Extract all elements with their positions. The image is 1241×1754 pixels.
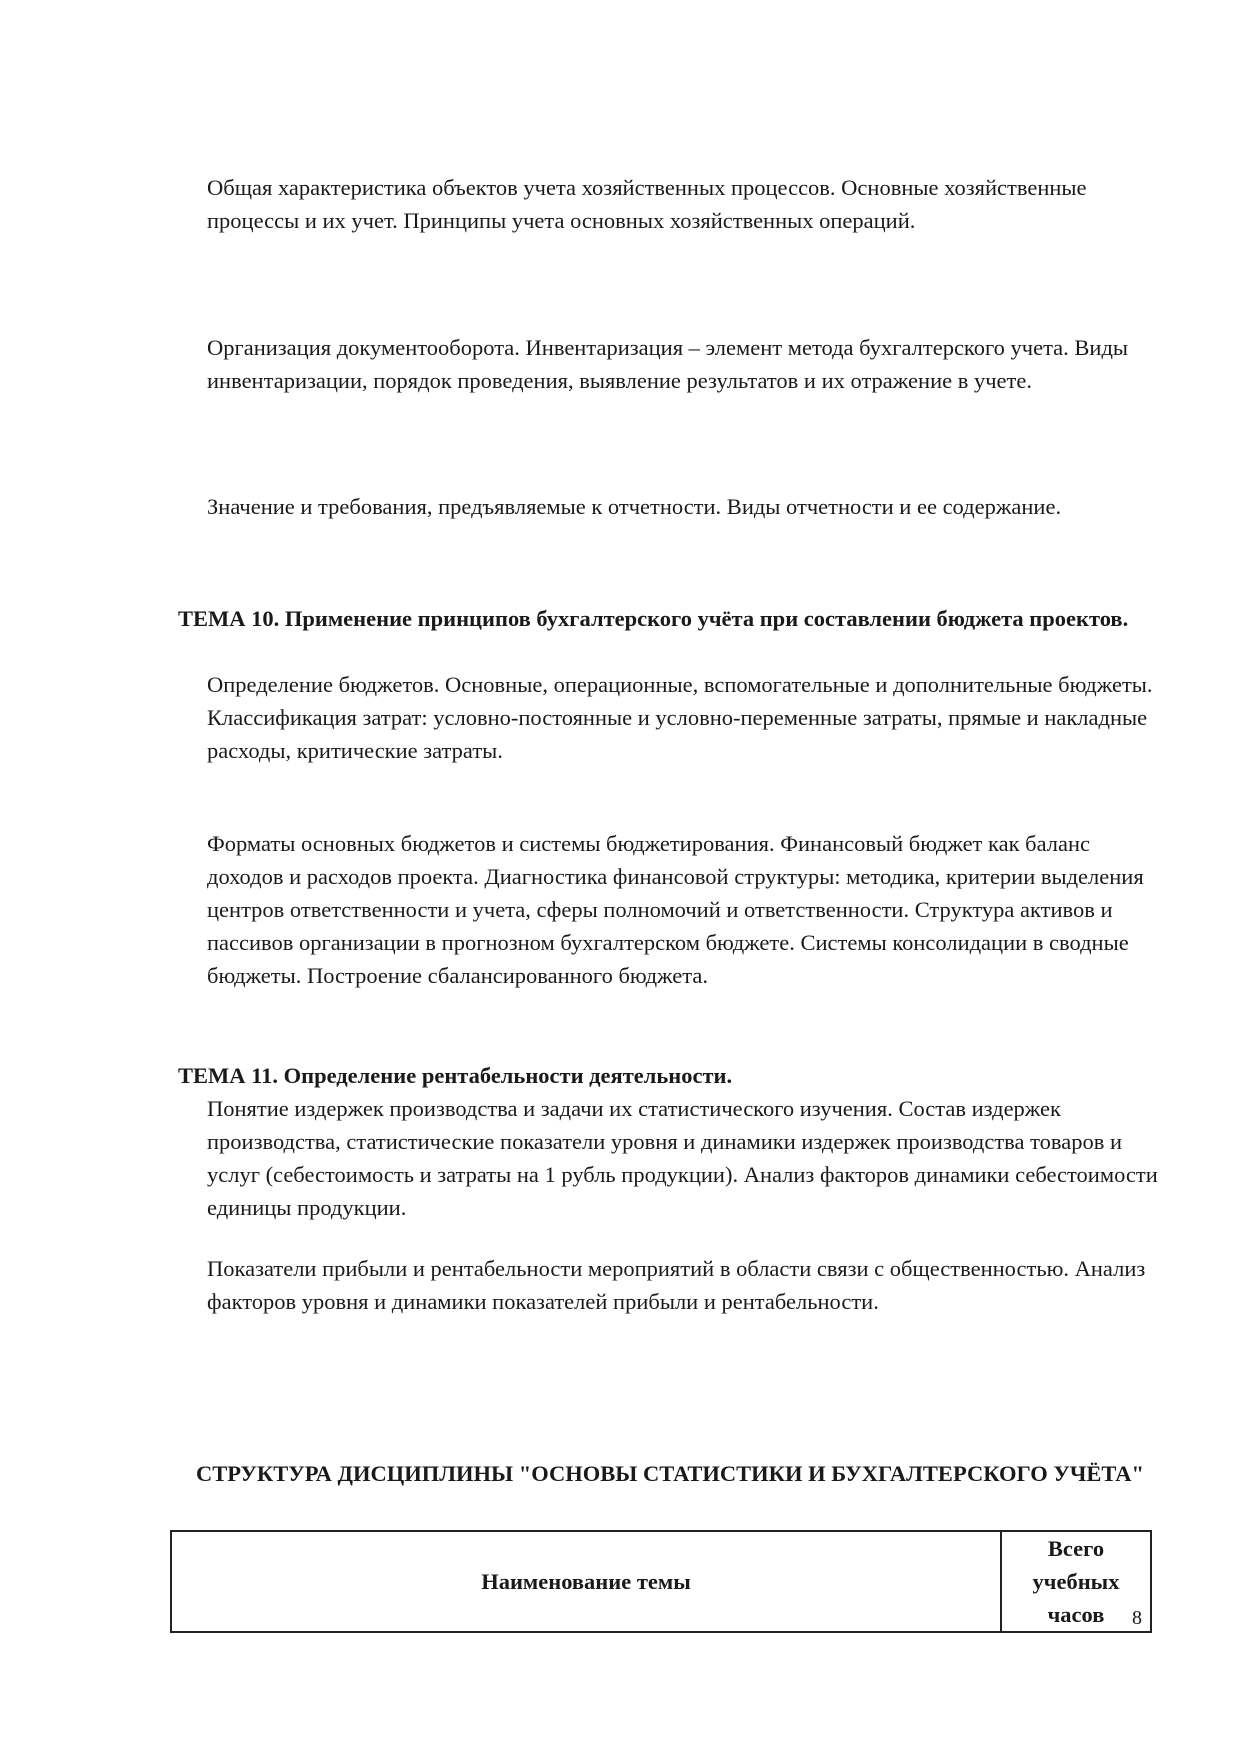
hours-header-line-2: учебных bbox=[1032, 1569, 1120, 1594]
paragraph-budgets: Определение бюджетов. Основные, операционные, вспомогательные и дополнительные бюджеты. Классификация затрат: условно-постоянные и условно-переменные затраты, прямые и накладные расходы, критические затраты. bbox=[207, 672, 1153, 763]
paragraph-inventory: Организация документооборота. Инвентаризация – элемент метода бухгалтерского учета. Виды инвентаризации, порядок проведения, выявление результатов и их отражение в учете. bbox=[207, 335, 1129, 393]
structure-title: СТРУКТУРА ДИСЦИПЛИНЫ "ОСНОВЫ СТАТИСТИКИ И БУХГАЛТЕРСКОГО УЧЁТА" bbox=[195, 1461, 1145, 1486]
column-header-topic-name: Наименование темы bbox=[171, 1531, 1001, 1632]
hours-header-line-1: Всего bbox=[1047, 1536, 1105, 1561]
column-header-total-hours bbox=[1001, 1531, 1151, 1632]
table-header-row bbox=[171, 1531, 1151, 1632]
paragraph-budget-formats: Форматы основных бюджетов и системы бюджетирования. Финансовый бюджет как баланс доходов и расходов проекта. Диагностика финансовой структуры: методика, критерии выделения центров ответственности и учета, сферы полномочий и ответственности. Структура активов и пассивов организации в прогнозном бухгалтерском бюджете. Системы консолидации в сводные бюджеты. Построение сбалансированного бюджета. bbox=[207, 831, 1144, 988]
paragraph-profitability: Показатели прибыли и рентабельности мероприятий в области связи с общественностью. Анализ факторов уровня и динамики показателей прибыли и рентабельности. bbox=[207, 1256, 1146, 1314]
hours-header-line-3: часов bbox=[1047, 1602, 1105, 1627]
paragraph-reporting: Значение и требования, предъявляемые к отчетности. Виды отчетности и ее содержание. bbox=[207, 494, 1062, 519]
page-number: 8 bbox=[1132, 1607, 1142, 1629]
topic-10-heading: ТЕМА 10. Применение принципов бухгалтерского учёта при составлении бюджета проектов. bbox=[178, 606, 1129, 631]
paragraph-accounting-processes: Общая характеристика объектов учета хозяйственных процессов. Основные хозяйственные процессы и их учет. Принципы учета основных хозяйственных операций. bbox=[207, 175, 1087, 233]
paragraph-production-costs: Понятие издержек производства и задачи их статистического изучения. Состав издержек производства, статистические показатели уровня и динамики издержек производства товаров и услуг (себестоимость и затраты на 1 рубль продукции). Анализ факторов динамики себестоимости единицы продукции. bbox=[207, 1096, 1158, 1220]
topic-11-heading: ТЕМА 11. Определение рентабельности деятельности. bbox=[178, 1063, 733, 1088]
structure-table bbox=[170, 1530, 1152, 1633]
